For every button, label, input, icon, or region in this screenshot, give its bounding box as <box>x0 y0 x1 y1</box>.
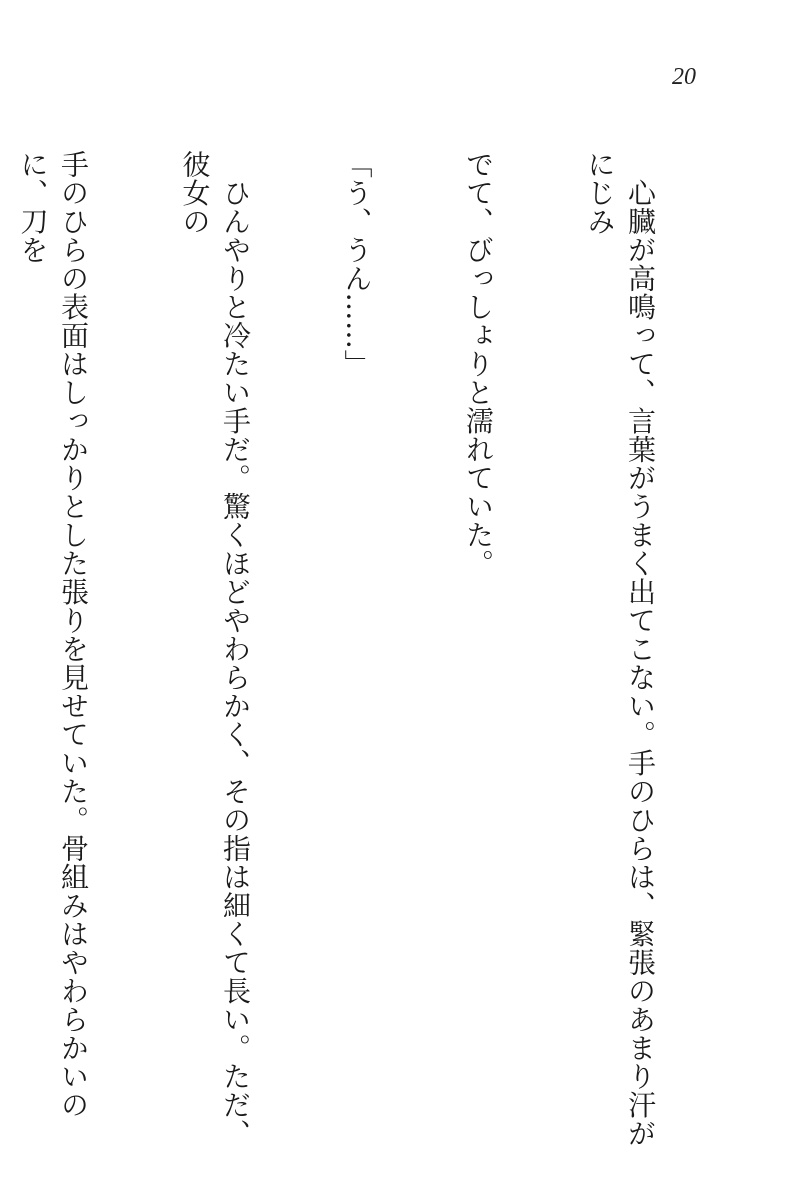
text-line: でて、びっしょりと濡れていた。 <box>462 150 495 578</box>
text-line: 手のひらの表面はしっかりとした張りを見せていた。骨組みはやわらかいのに、刀を <box>16 150 90 1119</box>
vertical-text-block <box>0 150 741 1160</box>
page-number: 20 <box>672 64 696 90</box>
text-line: 「う、うん……」 <box>340 150 374 378</box>
text-line: ひんやりと冷たい手だ。驚くほどやわらかく、その指は細くて長い。ただ、彼女の <box>178 150 252 1148</box>
text-line: 心臓が高鳴って、言葉がうまく出てこない。手のひらは、緊張のあまり汗がにじみ <box>583 150 657 1148</box>
